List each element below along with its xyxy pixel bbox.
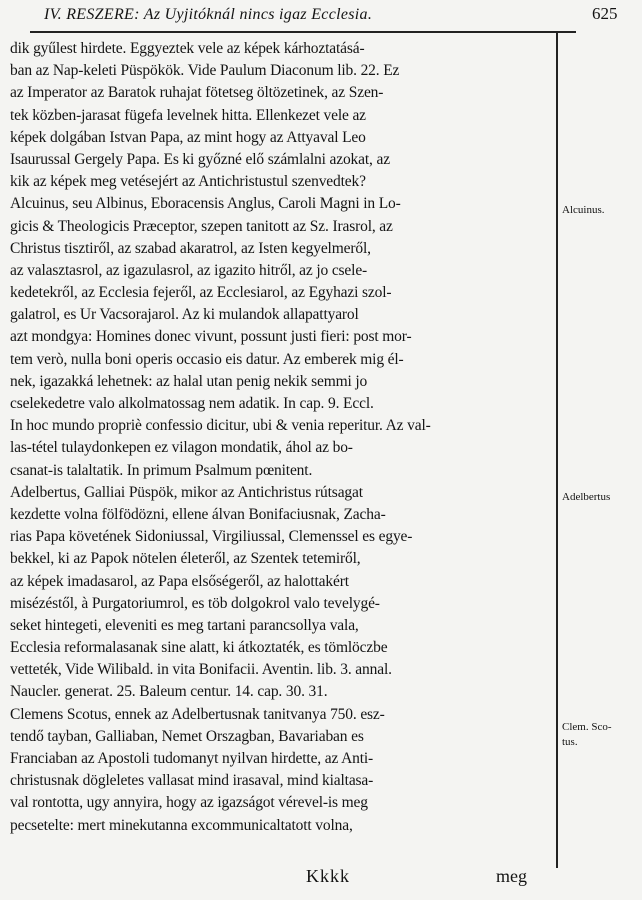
text-line: cselekedetre valo alkolmatossag nem adatik. In cap. 9. Eccl.	[10, 395, 374, 412]
signature-mark: Kkkk	[306, 866, 350, 886]
running-title: IV. RESZERE: Az Uyjitóknál nincs igaz Ecclesia.	[44, 6, 373, 23]
text-line: galatrol, es Ur Vacsorajarol. Az ki mulandok allapattyarol	[10, 306, 359, 324]
text-line: kedetekről, az Ecclesia fejeről, az Ecclesiarol, az Egyhazi szol-	[10, 284, 392, 302]
margin-note-alcuinus: Alcuinus.	[562, 204, 605, 216]
text-line: Christus tisztiről, az szabad akaratrol, az Isten kegyelmeről,	[10, 239, 371, 257]
text-line: az Imperator az Baratok ruhajat fötetseg öltözetinek, az Szen-	[10, 84, 384, 102]
text-line: tek közben-jarasat fügefa levelnek hitta. Ellenkezet vele az	[10, 106, 366, 124]
text-line: pecsetelte: mert minekutanna excommunicaltatott volna,	[10, 816, 353, 834]
text-line: Franciaban az Apostoli tudomanyt nyilvan hirdette, az Anti-	[10, 750, 374, 767]
text-line: seket hintegeti, eleveniti es meg tartani parancsollya vala,	[10, 616, 359, 634]
text-line: Isaurussal Gergely Papa. Es ki győzné elő számlalni azokat, az	[10, 150, 390, 168]
margin-note-clemens-scotus-2: tus.	[562, 736, 578, 748]
margin-note-adelbertus: Adelbertus	[562, 491, 611, 503]
text-line: Ecclesia reformalasanak sine alatt, ki átkoztaték, es tömlöczbe	[10, 639, 388, 657]
text-line: ban az Nap-keleti Püspökök. Vide Paulum Diaconum lib. 22. Ez	[10, 62, 400, 80]
page-number: 625	[592, 4, 618, 23]
text-line: képek dolgában Istvan Papa, az mint hogy az Attyaval Leo	[10, 128, 366, 146]
text-line: tendő tayban, Galliaban, Nemet Orszagban, Bavariaban es	[10, 727, 364, 745]
text-line: misézéstől, à Purgatoriumrol, es töb dolgokrol valo tevelygé-	[10, 594, 380, 612]
catchword: meg	[496, 866, 527, 886]
text-line: kik az képek meg vetésejért az Antichristustul szenvedtek?	[10, 173, 366, 191]
margin-note-clemens-scotus-1: Clem. Sco-	[562, 721, 612, 733]
text-line: Clemens Scotus, ennek az Adelbertusnak tanitvanya 750. esz-	[10, 705, 385, 723]
text-line: az valasztasrol, az igazulasrol, az igazito hitről, az jo csele-	[10, 261, 368, 279]
text-line: las-tétel tulaydonkepen ez vilagon mondatik, áhol az bo-	[10, 439, 353, 457]
text-line: bekkel, ki az Papok nötelen életeről, az Szentek tetemiről,	[10, 550, 361, 568]
page-header	[0, 0, 642, 34]
text-line: tem verò, nulla boni operis occasio eis datur. Az emberek mig él-	[10, 350, 404, 368]
text-line: csanat-is talaltatik. In primum Psalmum pœnitent.	[10, 461, 313, 479]
text-line: val rontotta, ugy annyira, hogy az igazságot vérevel-is meg	[10, 794, 368, 812]
text-line: rias Papa követének Sidoniussal, Virgiliussal, Clemenssel es egye-	[10, 528, 413, 546]
text-line: azt mondgya: Homines donec vivunt, possunt justi fieri: post mor-	[10, 328, 412, 346]
text-line: nek, igazakká lehetnek: az halal utan penig nekik semmi jo	[10, 372, 368, 390]
text-line: kezdette volna fölfödözni, ellene álvan Bonifaciusnak, Zacha-	[10, 505, 386, 523]
text-line: christusnak dögleletes vallasat mind irasaval, mind kialtasa-	[10, 772, 374, 790]
text-line: Alcuinus, seu Albinus, Eboracensis Anglus, Caroli Magni in Lo-	[10, 195, 401, 213]
page-footer	[0, 864, 642, 900]
text-line: Naucler. generat. 25. Baleum centur. 14. cap. 30. 31.	[10, 683, 328, 701]
text-line: gicis & Theologicis Præceptor, szepen tanitott az Sz. Irasrol, az	[10, 217, 393, 235]
header-rule	[30, 31, 576, 33]
text-line: Adelbertus, Galliai Püspök, mikor az Antichristus rútsagat	[10, 483, 363, 501]
text-line: vetteték, Vide Wilibald. in vita Bonifacii. Aventin. lib. 3. annal.	[10, 661, 392, 679]
text-line: dik gyűlest hirdete. Eggyeztek vele az képek kárhoztatásá-	[10, 40, 365, 57]
text-line: az képek imadasarol, az Papa elsőségeről, az halottakért	[10, 572, 349, 590]
text-line: In hoc mundo propriè confessio dicitur, ubi & venia reperitur. Az val-	[10, 417, 431, 435]
margin-rule	[556, 33, 558, 868]
body-text	[10, 38, 552, 837]
